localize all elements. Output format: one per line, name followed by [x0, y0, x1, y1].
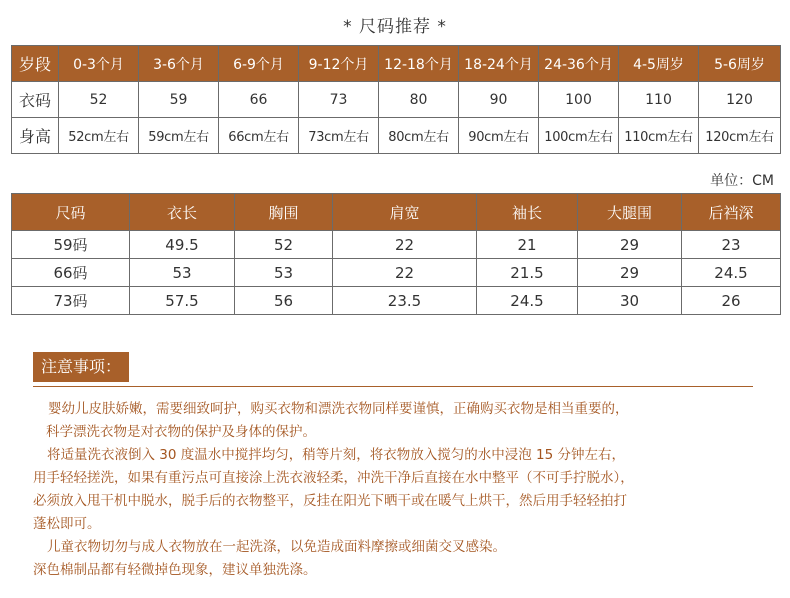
notice-line: 用手轻轻搓洗，如果有重污点可直接涂上洗衣液轻柔，冲洗干净后直接在水中整平（不可手拧脱水）， [33, 470, 634, 486]
table-cell: 24.5 [682, 259, 781, 287]
table-cell: 30 [578, 287, 682, 315]
table-cell: 52cm左右 [59, 118, 139, 154]
table-cell: 29 [578, 231, 682, 259]
table-cell: 22 [333, 231, 477, 259]
size-table-header: 6-9个月 [219, 46, 299, 82]
notice-line: 婴幼儿皮肤娇嫩，需要细致呵护，购买衣物和漂洗衣物同样要谨慎，正确购买衣物是相当重要的， [48, 401, 629, 417]
table-row [12, 287, 781, 315]
table-cell: 66 [219, 82, 299, 118]
size-table-header: 5-6周岁 [699, 46, 781, 82]
table-cell: 23 [682, 231, 781, 259]
table-cell: 23.5 [333, 287, 477, 315]
table-cell: 52 [59, 82, 139, 118]
table-cell: 52 [235, 231, 333, 259]
table-cell: 53 [235, 259, 333, 287]
table-cell: 21.5 [477, 259, 578, 287]
table-cell: 49.5 [130, 231, 235, 259]
size-table-header-row [12, 46, 781, 82]
table-row [12, 231, 781, 259]
measure-table-header-row [12, 194, 781, 231]
notice-line: 必须放入甩干机中脱水，脱手后的衣物整平，反挂在阳光下晒干或在暖气上烘干，然后用手轻轻拍打 [33, 493, 627, 509]
table-cell: 56 [235, 287, 333, 315]
table-cell: 110cm左右 [619, 118, 699, 154]
measure-table-header: 大腿围 [578, 194, 682, 231]
table-cell: 73 [299, 82, 379, 118]
size-table-header: 9-12个月 [299, 46, 379, 82]
table-cell: 59cm左右 [139, 118, 219, 154]
table-row [12, 259, 781, 287]
size-table-header: 3-6个月 [139, 46, 219, 82]
size-table-header: 4-5周岁 [619, 46, 699, 82]
size-table-header: 岁段 [12, 46, 59, 82]
notice-line: 将适量洗衣液倒入 30 度温水中搅拌均匀，稍等片刻，将衣物放入搅匀的水中浸泡 15 分钟左右， [47, 447, 626, 463]
measurement-table [11, 193, 781, 315]
notice-line: 深色棉制品都有轻微掉色现象，建议单独洗涤。 [33, 562, 317, 578]
notice-line: 蓬松即可。 [33, 516, 101, 532]
divider [33, 386, 753, 387]
table-cell: 110 [619, 82, 699, 118]
table-cell: 53 [130, 259, 235, 287]
table-cell: 66码 [12, 259, 130, 287]
table-cell: 身高 [12, 118, 59, 154]
table-cell: 59 [139, 82, 219, 118]
size-table-header: 12-18个月 [379, 46, 459, 82]
table-cell: 24.5 [477, 287, 578, 315]
size-recommendation-table [11, 45, 781, 154]
table-cell: 26 [682, 287, 781, 315]
measure-table-header: 尺码 [12, 194, 130, 231]
table-cell: 22 [333, 259, 477, 287]
measure-table-header: 胸围 [235, 194, 333, 231]
table-cell: 90 [459, 82, 539, 118]
measure-table-header: 袖长 [477, 194, 578, 231]
table-cell: 100 [539, 82, 619, 118]
table-row [12, 118, 781, 154]
table-cell: 100cm左右 [539, 118, 619, 154]
table-cell: 90cm左右 [459, 118, 539, 154]
unit-label: 单位：CM [710, 173, 774, 189]
measure-table-header: 后裆深 [682, 194, 781, 231]
table-cell: 衣码 [12, 82, 59, 118]
table-cell: 57.5 [130, 287, 235, 315]
measure-table-header: 肩宽 [333, 194, 477, 231]
size-table-header: 18-24个月 [459, 46, 539, 82]
table-cell: 29 [578, 259, 682, 287]
notice-heading: 注意事项： [33, 352, 129, 382]
table-cell: 59码 [12, 231, 130, 259]
table-cell: 21 [477, 231, 578, 259]
table-cell: 73码 [12, 287, 130, 315]
notice-line: 儿童衣物切勿与成人衣物放在一起洗涤，以免造成面料摩擦或细菌交叉感染。 [47, 539, 506, 555]
table-cell: 73cm左右 [299, 118, 379, 154]
table-cell: 120 [699, 82, 781, 118]
table-cell: 120cm左右 [699, 118, 781, 154]
table-cell: 80 [379, 82, 459, 118]
size-table-header: 24-36个月 [539, 46, 619, 82]
notice-line: 科学漂洗衣物是对衣物的保护及身体的保护。 [46, 424, 316, 440]
page-title: * 尺码推荐 * [343, 17, 447, 37]
table-row [12, 82, 781, 118]
table-cell: 80cm左右 [379, 118, 459, 154]
size-table-header: 0-3个月 [59, 46, 139, 82]
measure-table-header: 衣长 [130, 194, 235, 231]
notice-body [33, 398, 773, 582]
table-cell: 66cm左右 [219, 118, 299, 154]
